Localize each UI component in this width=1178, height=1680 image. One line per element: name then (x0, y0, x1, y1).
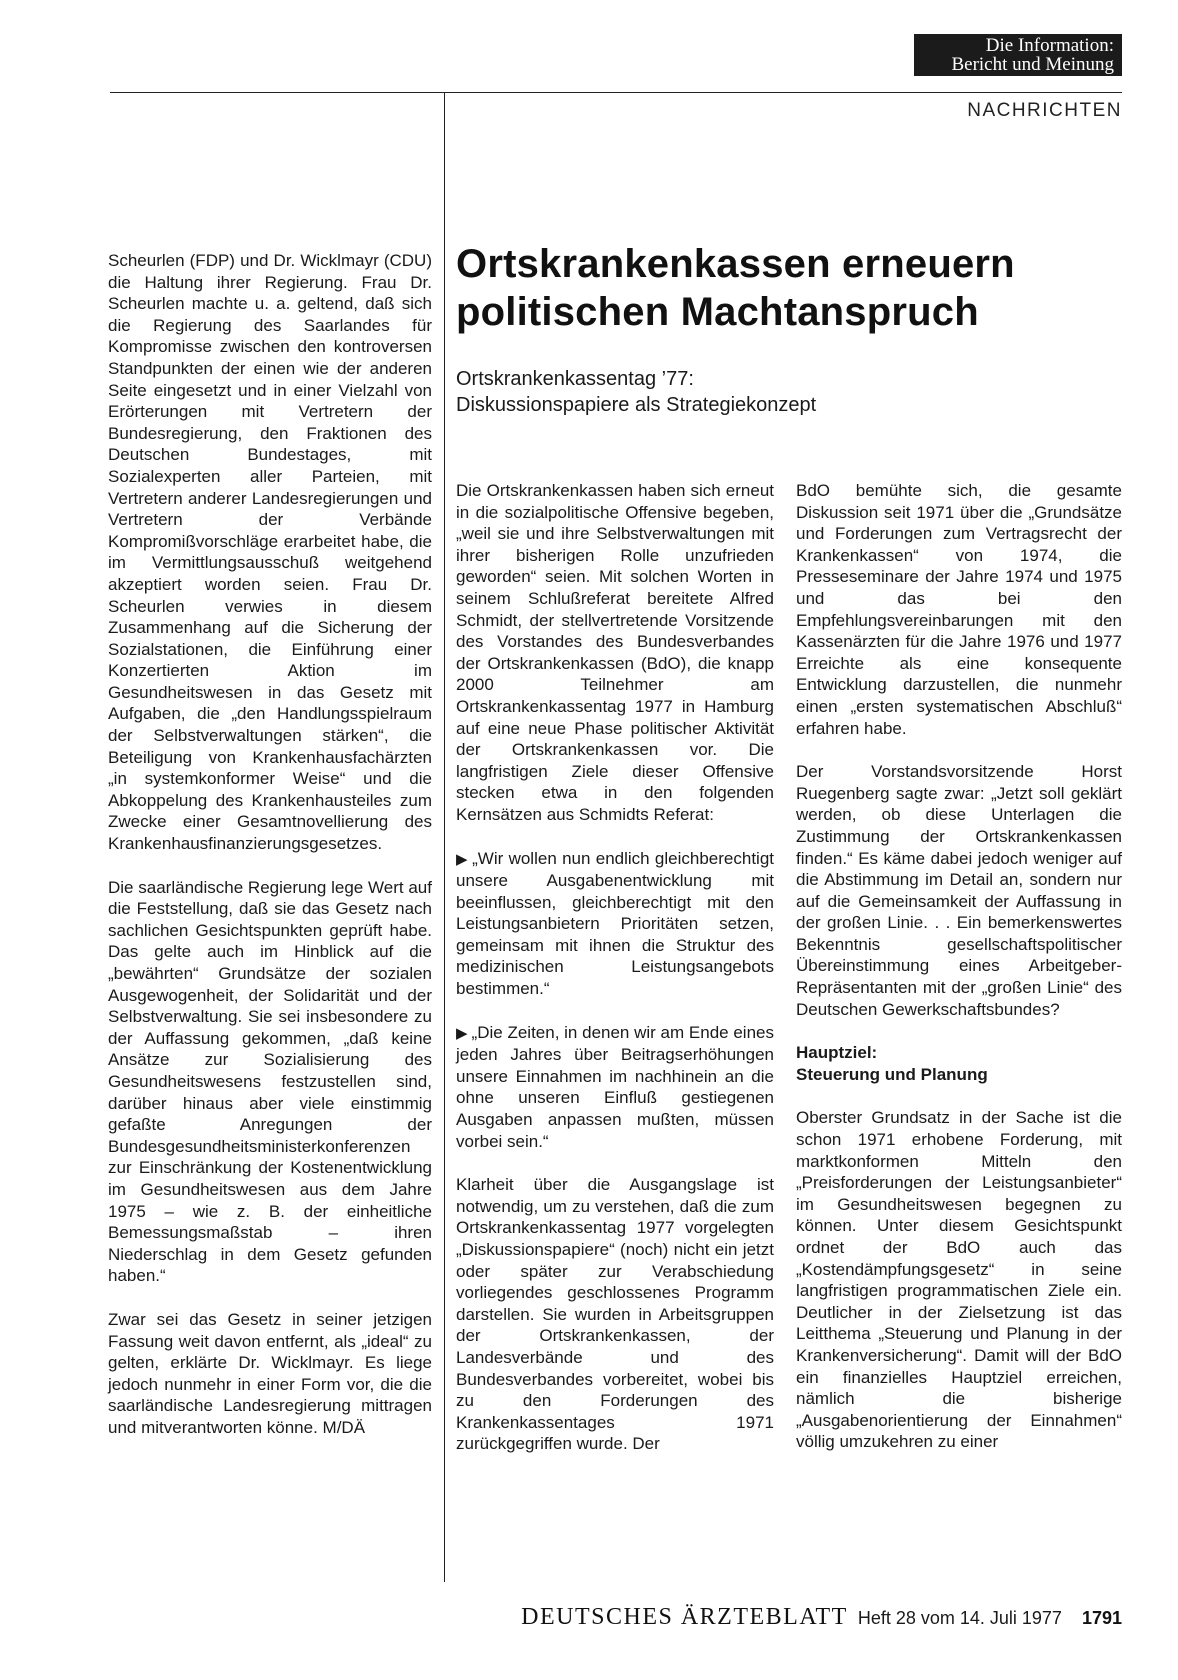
subtitle-line-2: Diskussionspapiere als Strategiekonzept (456, 394, 817, 416)
paragraph: Scheurlen (FDP) und Dr. Wicklmayr (CDU) die Haltung ihrer Regierung. Frau Dr. Scheurlen machte u. a. geltend, daß sich die Regierung des Saarlandes für Kompromisse zwischen den kontroversen Standpunkten der einen wie der anderen Seite eingesetzt und in einer Vielzahl von Erörterungen mit Vertretern der Bundesregierung, den Fraktionen des Deutschen Bundestages, mit Sozialexperten aller Parteien, mit Vertretern anderer Landesregierungen und Vertretern der Verbände Kompromißvorschläge erarbeitet habe, die im Vermittlungsausschuß weitgehend akzeptiert worden seien. Frau Dr. Scheurlen verwies in diesem Zusammenhang auf die Sicherung der Sozialstationen, die Einführung einer Konzertierten Aktion im Gesundheitswesen in das Gesetz mit Aufgaben, die „den Handlungsspielraum der Selbstverwaltungen stärken“, die Beteiligung von Krankenhausfachärzten „in systemkonformer Weise“ und die Abkoppelung des Krankenhausteiles zum Zwecke einer Gesamtnovellierung des Krankenhausfinanzierungsgesetzes. (108, 251, 432, 854)
subtitle-line-1: Ortskrankenkassentag ’77: (456, 368, 694, 390)
column-1 (108, 250, 432, 1460)
subheading (796, 1042, 1122, 1085)
paragraph-with-signature (108, 1309, 432, 1439)
section-label: NACHRICHTEN (967, 100, 1122, 121)
triangle-bullet-icon: ▶ (456, 850, 469, 868)
page-footer (492, 1604, 1122, 1631)
paragraph: Die saarländische Regierung lege Wert auf die Feststellung, daß sie das Gesetz nach sachlichen Gesichtspunkten geprüft habe. Das gelte auch im Hinblick auf die „bewährten“ Grundsätze der sozialen Ausgewogenheit, der Solidarität und der Selbstverwaltung. Sie sei insbesondere zu der Auffassung gekommen, „daß keine Ansätze zur Sozialisierung des Gesundheitswesens festzustellen sind, darüber hinaus aber viele einstimmig gefaßte Anregungen der Bundesgesundheitsministerkonferenzen zur Einschränkung der Kostenentwicklung im Gesundheitswesen aus dem Jahre 1975 – wie z. B. der einheitliche Bemessungsmaßstab – ihren Niederschlag in dem Gesetz gefunden haben.“ (108, 877, 432, 1286)
paragraph-text: Zwar sei das Gesetz in seiner jetzigen Fassung weit davon entfernt, als „ideal“ zu gelten, erklärte Dr. Wicklmayr. Es liege jedoch nunmehr in einer Form vor, die die saarländische Landesregierung mittragen und mitverantworten könne. (108, 1309, 432, 1437)
quote-text: „Die Zeiten, in denen wir am Ende eines jeden Jahres über Beitragserhöhungen unsere Einnahmen im nachhinein an die ohne unseren Einfluß gestiegenen Ausgaben anpassen mußten, müssen vorbei sein.“ (456, 1022, 774, 1151)
subheading-line-1: Hauptziel: (796, 1043, 878, 1063)
paragraph: Die Ortskrankenkassen haben sich erneut in die sozialpolitische Offensive begeben, „weil sie und ihre Selbstverwaltungen mit ihrer bisherigen Rolle unzufrieden geworden“ seien. Mit solchen Worten in seinem Schlußreferat bereitete Alfred Schmidt, der stellvertretende Vorsitzende des Vorstandes des Bundesverbandes der Ortskrankenkassen (BdO), die knapp 2000 Teilnehmer am Ortskrankenkassentag 1977 in Hamburg auf eine neue Phase politischer Aktivität der Ortskrankenkassen vor. Die langfristigen Ziele dieser Offensive stecken etwa in den folgenden Kernsätzen aus Schmidts Referat: (456, 481, 774, 824)
paragraph: BdO bemühte sich, die gesamte Diskussion seit 1971 über die „Grundsätze und Forderungen zum Vertragsrecht der Krankenkassen“ von 1974, die Presseseminare der Jahre 1974 und 1975 und das bei den Empfehlungsvereinbarungen mit den Kassenärzten für die Jahre 1976 und 1977 Erreichte als eine konsequente Entwicklung darzustellen, die nunmehr einen „ersten systematischen Abschluß“ erfahren habe. (796, 481, 1122, 738)
badge-line-2: Bericht und Meinung (951, 54, 1114, 75)
column-2 (456, 480, 774, 1477)
section-badge (914, 34, 1122, 76)
subheading-line-2: Steuerung und Planung (796, 1064, 988, 1084)
paragraph: Klarheit über die Ausgangslage ist notwendig, um zu verstehen, daß die zum Ortskrankenkassentag 1977 vorgelegten „Diskussionspapiere“ (noch) nicht ein jetzt oder später zur Verabschiedung vorliegendes geschlossenes Programm darstellen. Sie wurden in Arbeitsgruppen der Ortskrankenkassen, der Landesverbände und des Bundesverbandes vorbereitet, wobei bis zu den Forderungen des Krankenkassentages 1971 zurückgegriffen wurde. Der (456, 1175, 774, 1454)
journal-name: DEUTSCHES ÄRZTEBLATT (521, 1604, 848, 1630)
article-headline: Ortskrankenkassen erneuern politischen Machtanspruch (456, 242, 1015, 334)
column-divider (444, 92, 445, 1582)
triangle-bullet-icon: ▶ (456, 1024, 468, 1042)
article-subtitle (456, 366, 1116, 418)
header-rule (110, 92, 1122, 93)
column-3 (796, 480, 1122, 1475)
author-signature: M/DÄ (322, 1417, 366, 1437)
issue-info: Heft 28 vom 14. Juli 1977 (857, 1608, 1062, 1628)
bullet-quote (456, 1022, 774, 1153)
paragraph: Oberster Grundsatz in der Sache ist die schon 1971 erhobene Forderung, mit marktkonformen Mitteln den „Preisforderungen der Leistungsanbieter“ im Gesundheitswesen begegnen zu können. Unter diesem Gesichtspunkt ordnet der BdO auch das „Kostendämpfungsgesetz“ in seine langfristigen programmatischen Ziele ein. Deutlicher in der Zielsetzung ist das Leitthema „Steuerung und Planung in der Krankenversicherung“. Damit will der BdO ein finanzielles Hauptziel erreichen, nämlich die bisherige „Ausgabenorientierung der Einnahmen“ völlig umzukehren zu einer (796, 1108, 1122, 1452)
page-number: 1791 (1081, 1608, 1122, 1628)
quote-text: „Wir wollen nun endlich gleichberechtigt unsere Ausgabenentwicklung mit beeinflussen, gleichberechtigt mit den Leistungsanbietern Prioritäten setzen, gemeinsam mit ihnen die Struktur des medizinischen Leistungsangebots bestimmen.“ (456, 848, 774, 999)
bullet-quote (456, 848, 774, 1000)
paragraph: Der Vorstandsvorsitzende Horst Ruegenberg sagte zwar: „Jetzt soll geklärt werden, ob diese Unterlagen die Zustimmung der Ortskrankenkassen finden.“ Es käme dabei jedoch weniger auf die Abstimmung im Detail an, sondern nur auf die Gemeinsamkeit der Auffassung in der großen Linie. . . Ein bemerkenswertes Bekenntnis gesellschaftspolitischer Übereinstimmung eines Arbeitgeber-Repräsentanten mit der „großen Linie“ des Deutschen Gewerkschaftsbundes? (796, 762, 1122, 1019)
badge-line-1: Die Information: (985, 35, 1114, 56)
